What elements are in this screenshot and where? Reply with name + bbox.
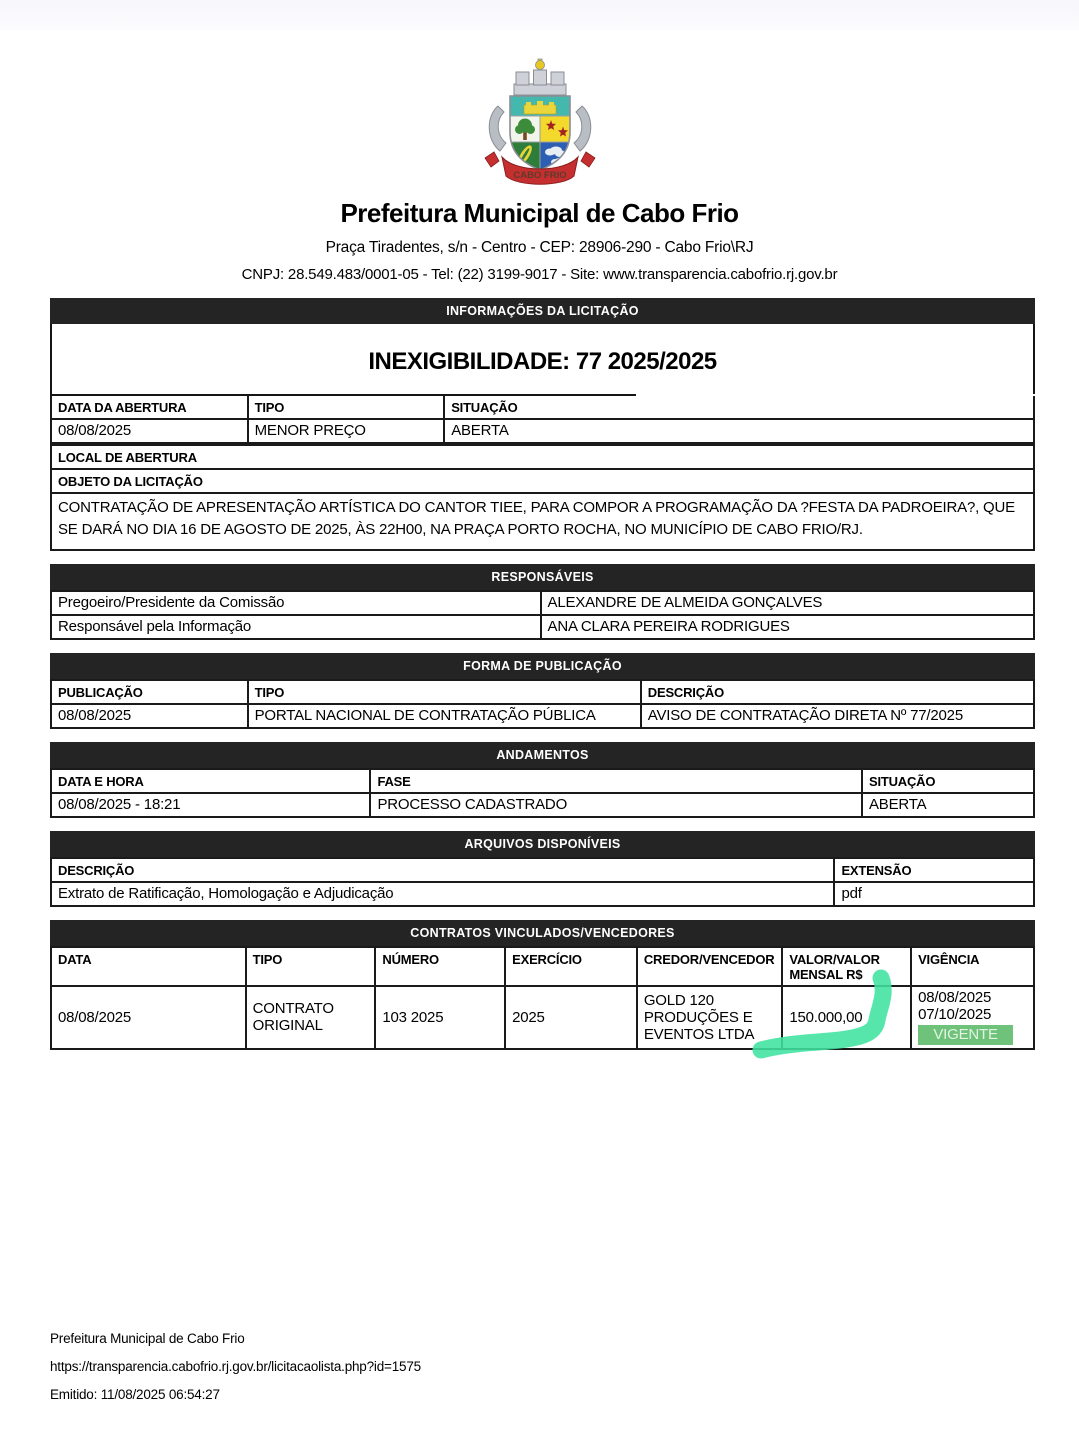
responsavel-role: Pregoeiro/Presidente da Comissão (51, 591, 541, 615)
contrato-data-value: 08/08/2025 (51, 986, 246, 1049)
publicacao-descricao-value: AVISO DE CONTRATAÇÃO DIRETA Nº 77/2025 (641, 704, 1034, 728)
document-footer (50, 1331, 421, 1415)
publicacao-data-value: 08/08/2025 (51, 704, 248, 728)
tipo-header: TIPO (248, 396, 445, 419)
responsavel-role: Responsável pela Informação (51, 615, 541, 639)
licitacao-objeto-table (50, 444, 1035, 551)
status-badge: VIGENTE (918, 1025, 1013, 1045)
contratos-exercicio-header: EXERCÍCIO (505, 947, 637, 986)
contrato-vigencia-cell (911, 986, 1034, 1049)
contrato-tipo-value: CONTRATO ORIGINAL (246, 986, 376, 1049)
data-abertura-header: DATA DA ABERTURA (51, 396, 248, 419)
cabo-frio-coat-of-arms-icon (474, 54, 606, 186)
footer-url: https://transparencia.cabofrio.rj.gov.br/licitacaolista.php?id=1575 (50, 1359, 421, 1374)
footer-emitted: Emitido: 11/08/2025 06:54:27 (50, 1387, 220, 1402)
section-responsaveis (50, 564, 1035, 640)
responsaveis-table (50, 590, 1035, 640)
org-address: Praça Tiradentes, s/n - Centro - CEP: 28906-290 - Cabo Frio\RJ (325, 239, 754, 256)
crest-motto-text: CABO FRIO (512, 170, 567, 181)
andamentos-table (50, 768, 1035, 818)
publicacao-header: PUBLICAÇÃO (51, 680, 248, 704)
contrato-valor-value: 150.000,00 (782, 986, 911, 1049)
table-row (51, 591, 1034, 615)
contratos-vigencia-header: VIGÊNCIA (911, 947, 1034, 986)
org-contact: CNPJ: 28.549.483/0001-05 - Tel: (22) 3199-9017 - Site: www.transparencia.cabofrio.rj.gov.br (241, 266, 838, 283)
publicacao-tipo-value: PORTAL NACIONAL DE CONTRATAÇÃO PÚBLICA (248, 704, 641, 728)
contratos-tipo-header: TIPO (246, 947, 376, 986)
objeto-value: CONTRATAÇÃO DE APRESENTAÇÃO ARTÍSTICA DO CANTOR TIEE, PARA COMPOR A PROGRAMAÇÃO DA ?FESTA DA PADROEIRA?, QUE SE DARÁ NO DIA 16 DE AGOSTO DE 2025, ÀS 22H00, NA PRAÇA PORTO ROCHA, NO MUNICÍPIO DE CABO FRIO/RJ. (51, 493, 1034, 550)
arquivos-extensao-header: EXTENSÃO (834, 858, 1034, 882)
arquivos-table (50, 857, 1035, 907)
vigencia-inicio: 08/08/2025 (918, 989, 992, 1006)
document-body (50, 298, 1035, 1050)
table-row (51, 615, 1034, 639)
table-row (51, 986, 1034, 1049)
publicacao-table (50, 679, 1035, 729)
tipo-value: MENOR PREÇO (248, 419, 445, 443)
contrato-numero-value: 103 2025 (375, 986, 505, 1049)
data-abertura-value: 08/08/2025 (51, 419, 248, 443)
andamentos-fase-value: PROCESSO CADASTRADO (370, 793, 862, 817)
section-forma-publicacao (50, 653, 1035, 729)
table-row (51, 793, 1034, 817)
contratos-credor-header: CREDOR/VENCEDOR (637, 947, 782, 986)
section-andamentos (50, 742, 1035, 818)
contratos-numero-header: NÚMERO (375, 947, 505, 986)
section-band-andamentos: ANDAMENTOS (50, 742, 1035, 768)
section-band-contratos: CONTRATOS VINCULADOS/VENCEDORES (50, 920, 1035, 946)
section-band-informacoes: INFORMAÇÕES DA LICITAÇÃO (50, 298, 1035, 324)
andamentos-datahora-value: 08/08/2025 - 18:21 (51, 793, 370, 817)
header-crest-container (0, 54, 1079, 186)
section-arquivos (50, 831, 1035, 907)
section-contratos (50, 920, 1035, 1050)
vigencia-fim: 07/10/2025 (918, 1006, 992, 1023)
section-band-arquivos: ARQUIVOS DISPONÍVEIS (50, 831, 1035, 857)
andamentos-datahora-header: DATA E HORA (51, 769, 370, 793)
contratos-table (50, 946, 1035, 1050)
contrato-exercicio-value: 2025 (505, 986, 637, 1049)
section-band-responsaveis: RESPONSÁVEIS (50, 564, 1035, 590)
table-row (51, 704, 1034, 728)
andamentos-situacao-value: ABERTA (862, 793, 1034, 817)
arquivo-descricao-value: Extrato de Ratificação, Homologação e Adjudicação (51, 882, 834, 906)
publicacao-tipo-header: TIPO (248, 680, 641, 704)
responsavel-name: ANA CLARA PEREIRA RODRIGUES (541, 615, 1034, 639)
licitacao-title: INEXIGIBILIDADE: 77 2025/2025 (368, 348, 717, 375)
contratos-valor-header: VALOR/VALOR MENSAL R$ (782, 947, 911, 986)
arquivo-extensao-value: pdf (834, 882, 1034, 906)
publicacao-descricao-header: DESCRIÇÃO (641, 680, 1034, 704)
section-informacoes-licitacao (50, 298, 1035, 551)
andamentos-fase-header: FASE (370, 769, 862, 793)
licitacao-info-table (50, 396, 1035, 444)
table-row (51, 882, 1034, 906)
andamentos-situacao-header: SITUAÇÃO (862, 769, 1034, 793)
licitacao-title-area (50, 324, 1035, 394)
footer-org: Prefeitura Municipal de Cabo Frio (50, 1331, 245, 1346)
situacao-value: ABERTA (444, 419, 1034, 443)
responsavel-name: ALEXANDRE DE ALMEIDA GONÇALVES (541, 591, 1034, 615)
page-top-edge (0, 0, 1079, 30)
contrato-credor-value: GOLD 120 PRODUÇÕES E EVENTOS LTDA (637, 986, 782, 1049)
org-title: Prefeitura Municipal de Cabo Frio (340, 198, 739, 228)
situacao-header: SITUAÇÃO (444, 396, 1034, 419)
arquivos-descricao-header: DESCRIÇÃO (51, 858, 834, 882)
local-abertura-header: LOCAL DE ABERTURA (51, 445, 1034, 469)
objeto-header: OBJETO DA LICITAÇÃO (51, 469, 1034, 493)
section-band-publicacao: FORMA DE PUBLICAÇÃO (50, 653, 1035, 679)
contratos-data-header: DATA (51, 947, 246, 986)
